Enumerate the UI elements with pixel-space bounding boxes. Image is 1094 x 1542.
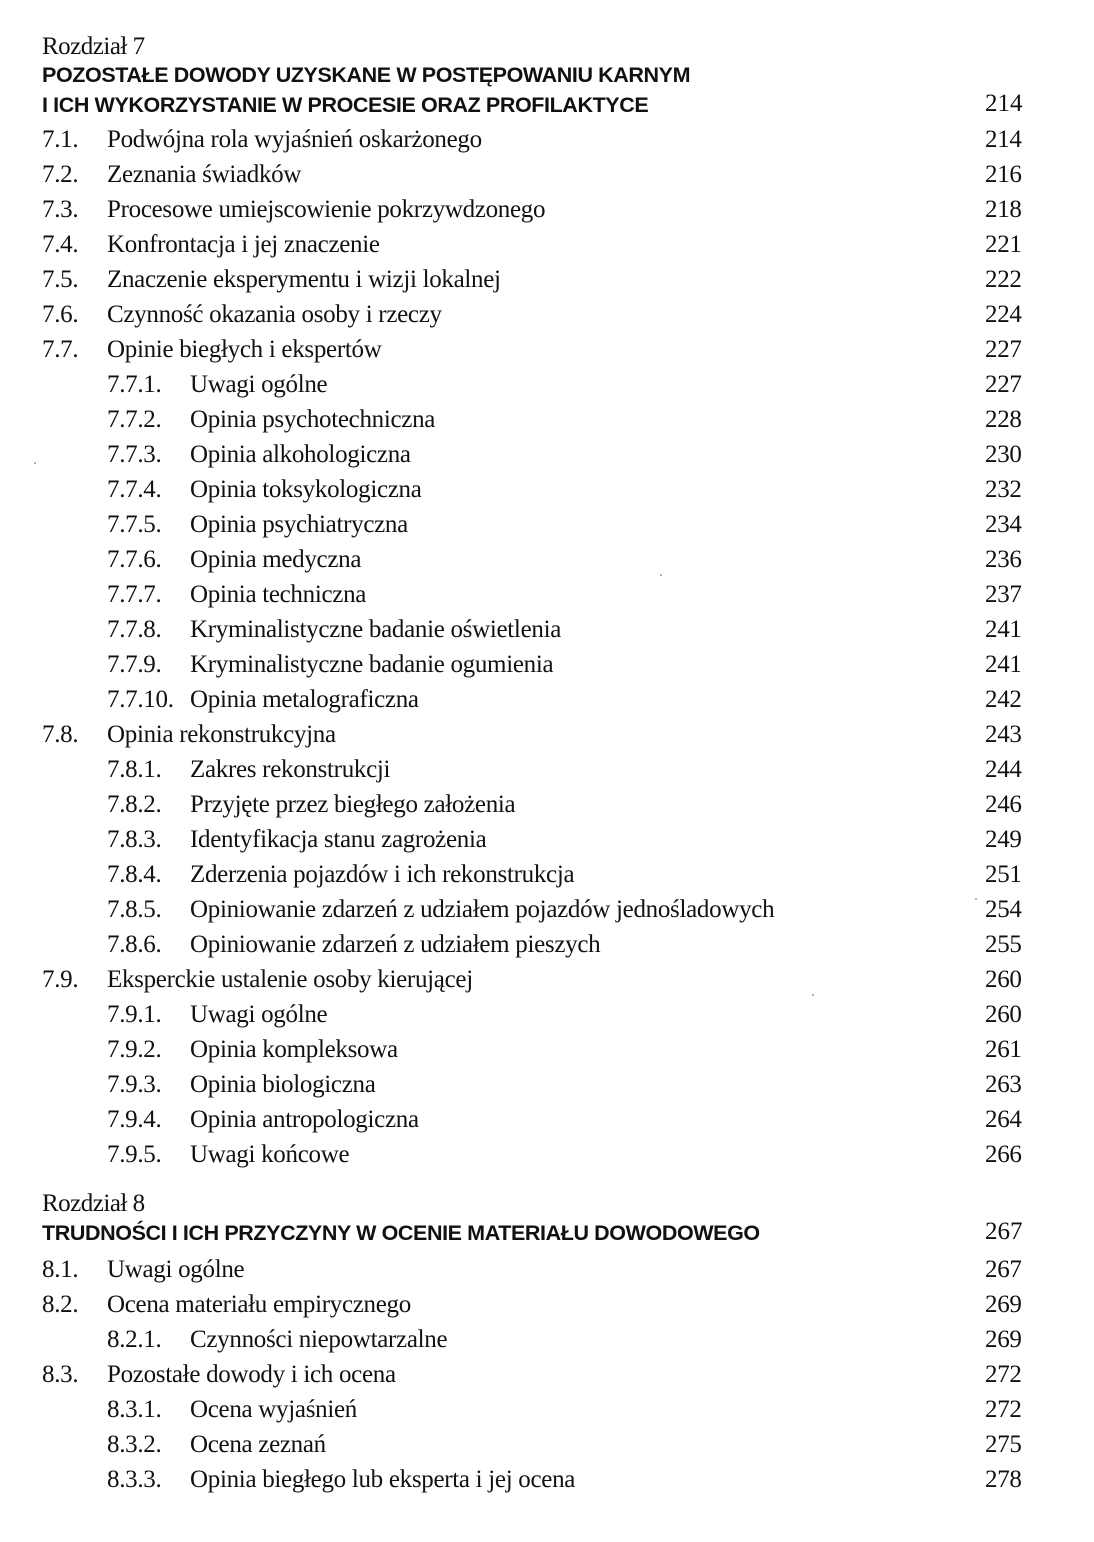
scan-speck [660, 574, 662, 576]
entry-page: 216 [985, 161, 1022, 188]
entry-page: 266 [985, 1141, 1022, 1168]
entry-title: Opinia alkohologiczna [190, 441, 411, 468]
toc-entry[interactable] [0, 686, 1094, 721]
entry-number: 7.8.1. [107, 756, 162, 783]
entry-number: 7.7. [42, 336, 79, 363]
entry-title: Znaczenie eksperymentu i wizji lokalnej [107, 266, 501, 293]
entry-page: 275 [985, 1431, 1022, 1458]
entry-number: 7.5. [42, 266, 79, 293]
entry-title: Procesowe umiejscowienie pokrzywdzonego [107, 196, 546, 223]
toc-entry[interactable] [0, 756, 1094, 791]
entry-title: Pozostałe dowody i ich ocena [107, 1361, 396, 1388]
entry-title: Kryminalistyczne badanie ogumienia [190, 651, 554, 678]
entry-title: Opinia medyczna [190, 546, 362, 573]
entry-page: 278 [985, 1466, 1022, 1493]
toc-entry[interactable] [0, 826, 1094, 861]
toc-entry[interactable] [0, 1361, 1094, 1396]
entry-page: 214 [985, 126, 1022, 153]
entry-number: 7.7.2. [107, 406, 162, 433]
entry-page: 272 [985, 1396, 1022, 1423]
entry-page: 221 [985, 231, 1022, 258]
entry-title: Opinia toksykologiczna [190, 476, 422, 503]
toc-entry[interactable] [0, 1256, 1094, 1291]
toc-entry[interactable] [0, 126, 1094, 161]
entry-title: Opiniowanie zdarzeń z udziałem pojazdów jednośladowych [190, 896, 775, 923]
entry-page: 246 [985, 791, 1022, 818]
entry-number: 7.1. [42, 126, 79, 153]
toc-entry[interactable] [0, 1326, 1094, 1361]
chapter-7-page: 214 [985, 90, 1023, 117]
entry-page: 224 [985, 301, 1022, 328]
toc-entry[interactable] [0, 861, 1094, 896]
toc-entry[interactable] [0, 196, 1094, 231]
scan-speck [812, 994, 814, 996]
entry-page: 234 [985, 511, 1022, 538]
entry-title: Opinia antropologiczna [190, 1106, 419, 1133]
entry-title: Konfrontacja i jej znaczenie [107, 231, 380, 258]
chapter-7-label: Rozdział 7 [42, 33, 145, 60]
entry-page: 260 [985, 1001, 1022, 1028]
toc-entry[interactable] [0, 1001, 1094, 1036]
entry-number: 8.2. [42, 1291, 79, 1318]
entry-page: 228 [985, 406, 1022, 433]
entry-page: 272 [985, 1361, 1022, 1388]
entry-title: Zakres rekonstrukcji [190, 756, 391, 783]
entry-title: Zeznania świadków [107, 161, 302, 188]
entry-title: Opinia metalograficzna [190, 686, 419, 713]
toc-entry[interactable] [0, 1071, 1094, 1106]
entry-number: 8.2.1. [107, 1326, 162, 1353]
entry-number: 7.8.6. [107, 931, 162, 958]
entry-number: 7.7.1. [107, 371, 162, 398]
entry-page: 264 [985, 1106, 1022, 1133]
entry-title: Uwagi ogólne [107, 1256, 245, 1283]
toc-entry[interactable] [0, 1431, 1094, 1466]
entry-page: 230 [985, 441, 1022, 468]
entry-page: 218 [985, 196, 1022, 223]
toc-entry[interactable] [0, 791, 1094, 826]
entry-title: Opiniowanie zdarzeń z udziałem pieszych [190, 931, 601, 958]
entry-title: Ocena zeznań [190, 1431, 326, 1458]
entry-page: 243 [985, 721, 1022, 748]
entry-number: 7.9.5. [107, 1141, 162, 1168]
toc-entry[interactable] [0, 1141, 1094, 1176]
entry-number: 7.7.8. [107, 616, 162, 643]
entry-page: 242 [985, 686, 1022, 713]
entry-number: 7.9.1. [107, 1001, 162, 1028]
entry-page: 222 [985, 266, 1022, 293]
toc-entry[interactable] [0, 1291, 1094, 1326]
chapter-8-page: 267 [985, 1218, 1023, 1245]
entry-title: Opinia biegłego lub eksperta i jej ocena [190, 1466, 576, 1493]
entry-title: Zderzenia pojazdów i ich rekonstrukcja [190, 861, 575, 888]
entry-page: 261 [985, 1036, 1022, 1063]
toc-entry[interactable] [0, 721, 1094, 756]
toc-entry[interactable] [0, 1106, 1094, 1141]
toc-entry[interactable] [0, 581, 1094, 616]
entry-page: 251 [985, 861, 1022, 888]
chapter-7-title-line2: I ICH WYKORZYSTANIE W PROCESIE ORAZ PROFILAKTYCE [42, 93, 649, 117]
chapter-8-title: TRUDNOŚCI I ICH PRZYCZYNY W OCENIE MATERIAŁU DOWODOWEGO [42, 1221, 760, 1245]
entry-number: 7.2. [42, 161, 79, 188]
toc-entry[interactable] [0, 441, 1094, 476]
entry-title: Opinia kompleksowa [190, 1036, 398, 1063]
entry-number: 8.3.1. [107, 1396, 162, 1423]
entry-number: 7.6. [42, 301, 79, 328]
entry-title: Opinia psychiatryczna [190, 511, 408, 538]
entry-title: Opinia rekonstrukcyjna [107, 721, 336, 748]
toc-entry[interactable] [0, 966, 1094, 1001]
entry-page: 263 [985, 1071, 1022, 1098]
entry-page: 249 [985, 826, 1022, 853]
entry-number: 7.7.6. [107, 546, 162, 573]
toc-entry[interactable] [0, 616, 1094, 651]
entry-title: Uwagi końcowe [190, 1141, 350, 1168]
entry-page: 227 [985, 336, 1022, 363]
entry-title: Uwagi ogólne [190, 371, 328, 398]
toc-entry[interactable] [0, 1036, 1094, 1071]
entry-title: Ocena materiału empirycznego [107, 1291, 411, 1318]
entry-title: Opinia techniczna [190, 581, 367, 608]
entry-number: 8.3.2. [107, 1431, 162, 1458]
entry-page: 244 [985, 756, 1022, 783]
entry-number: 7.9.3. [107, 1071, 162, 1098]
entry-title: Uwagi ogólne [190, 1001, 328, 1028]
entry-number: 7.4. [42, 231, 79, 258]
entry-page: 254 [985, 896, 1022, 923]
toc-entry[interactable] [0, 651, 1094, 686]
toc-entry[interactable] [0, 931, 1094, 966]
scan-speck [34, 462, 36, 464]
entry-page: 232 [985, 476, 1022, 503]
toc-entry[interactable] [0, 406, 1094, 441]
toc-entry[interactable] [0, 301, 1094, 336]
entry-title: Opinia psychotechniczna [190, 406, 436, 433]
entry-page: 255 [985, 931, 1022, 958]
entry-title: Kryminalistyczne badanie oświetlenia [190, 616, 562, 643]
entry-page: 269 [985, 1326, 1022, 1353]
entry-number: 8.3. [42, 1361, 79, 1388]
toc-entry[interactable] [0, 511, 1094, 546]
entry-page: 241 [985, 616, 1022, 643]
chapter-7-title-line1: POZOSTAŁE DOWODY UZYSKANE W POSTĘPOWANIU KARNYM [42, 63, 691, 87]
toc-entry[interactable] [0, 336, 1094, 371]
entry-page: 260 [985, 966, 1022, 993]
toc-entry[interactable] [0, 1396, 1094, 1431]
entry-number: 7.8.3. [107, 826, 162, 853]
entry-number: 7.8.4. [107, 861, 162, 888]
entry-title: Czynności niepowtarzalne [190, 1326, 448, 1353]
toc-entry[interactable] [0, 371, 1094, 406]
toc-entry[interactable] [0, 546, 1094, 581]
toc-entry[interactable] [0, 231, 1094, 266]
entry-page: 267 [985, 1256, 1022, 1283]
entry-number: 7.9.4. [107, 1106, 162, 1133]
entry-title: Opinia biologiczna [190, 1071, 376, 1098]
entry-title: Przyjęte przez biegłego założenia [190, 791, 516, 818]
entry-number: 7.8. [42, 721, 79, 748]
entry-title: Opinie biegłych i ekspertów [107, 336, 382, 363]
toc-entry[interactable] [0, 896, 1094, 931]
entry-page: 241 [985, 651, 1022, 678]
entry-number: 7.8.2. [107, 791, 162, 818]
entry-page: 227 [985, 371, 1022, 398]
toc-entry[interactable] [0, 1466, 1094, 1501]
entry-title: Czynność okazania osoby i rzeczy [107, 301, 442, 328]
entry-title: Podwójna rola wyjaśnień oskarżonego [107, 126, 482, 153]
entry-page: 236 [985, 546, 1022, 573]
entry-number: 7.7.5. [107, 511, 162, 538]
entry-number: 7.7.3. [107, 441, 162, 468]
entry-number: 7.3. [42, 196, 79, 223]
entry-number: 7.9.2. [107, 1036, 162, 1063]
entry-number: 7.8.5. [107, 896, 162, 923]
entry-title: Ocena wyjaśnień [190, 1396, 357, 1423]
entry-number: 7.7.7. [107, 581, 162, 608]
entry-number: 7.7.9. [107, 651, 162, 678]
entry-number: 7.7.4. [107, 476, 162, 503]
toc-entry[interactable] [0, 476, 1094, 511]
entry-number: 7.7.10. [107, 686, 174, 713]
scan-speck [975, 898, 977, 900]
chapter-8-label: Rozdział 8 [42, 1190, 145, 1217]
entry-number: 7.9. [42, 966, 79, 993]
toc-entry[interactable] [0, 161, 1094, 196]
entry-number: 8.1. [42, 1256, 79, 1283]
entry-title: Identyfikacja stanu zagrożenia [190, 826, 487, 853]
toc-entry[interactable] [0, 266, 1094, 301]
entry-page: 237 [985, 581, 1022, 608]
entry-number: 8.3.3. [107, 1466, 162, 1493]
entry-title: Eksperckie ustalenie osoby kierującej [107, 966, 473, 993]
entry-page: 269 [985, 1291, 1022, 1318]
